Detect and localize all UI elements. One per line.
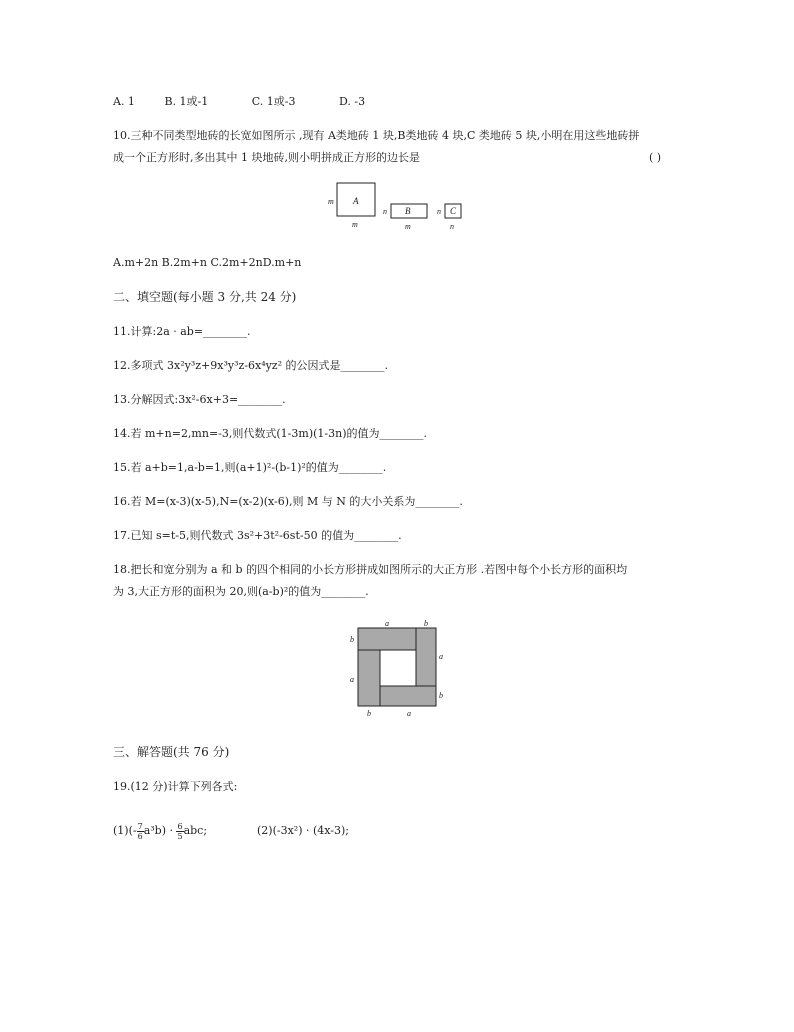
q9-option-c: C. 1或-3: [251, 95, 296, 108]
label-right-b: b: [439, 691, 443, 700]
frac2-den: 5: [177, 831, 183, 841]
q10-line2: 成一个正方形时,多出其中 1 块地砖,则小明拼成正方形的边长是: [113, 151, 420, 164]
fraction-6-5: [176, 822, 183, 841]
inner-hole: [380, 650, 416, 686]
square-figure: [345, 618, 450, 718]
rect-left: [358, 650, 380, 706]
q10-options: A.m+2n B.2m+n C.2m+2nD.m+n: [113, 256, 302, 269]
q17: 17.已知 s=t-5,则代数式 3s²+3t²-6st-50 的值为________.: [113, 529, 402, 542]
tile-c-bottom: n: [450, 222, 454, 231]
tile-a-bottom: m: [352, 220, 358, 229]
q19-title: 19.(12 分)计算下列各式:: [113, 780, 238, 793]
q9-option-d: D. -3: [338, 95, 366, 108]
q14: 14.若 m+n=2,mn=-3,则代数式(1-3m)(1-3n)的值为________.: [113, 427, 427, 440]
tile-b-side: n: [383, 207, 387, 216]
label-bottom-b: b: [367, 709, 371, 718]
tile-b-label: B: [405, 206, 411, 216]
rect-right: [416, 628, 436, 686]
tile-a-label: A: [353, 196, 359, 206]
q9-option-a: A. 1: [113, 95, 135, 108]
q19-part1: [113, 820, 207, 842]
label-top-b: b: [424, 619, 428, 628]
frac2-num: 6: [177, 821, 183, 831]
rect-bottom: [380, 686, 436, 706]
label-right-a: a: [439, 652, 443, 661]
q16: 16.若 M=(x-3)(x-5),N=(x-2)(x-6),则 M 与 N 的大小关系为________.: [113, 495, 463, 508]
q18-line2: 为 3,大正方形的面积为 20,则(a-b)²的值为________.: [113, 585, 369, 598]
tile-c-label: C: [450, 206, 457, 216]
q19-p1-suffix: abc;: [183, 824, 208, 837]
q19-p1-prefix: (1)(-: [113, 824, 137, 837]
q19-part2: (2)(-3x²) · (4x-3);: [257, 824, 349, 837]
q11: 11.计算:2a · ab=________.: [113, 325, 251, 338]
frac1-num: 7: [137, 821, 143, 831]
rect-top: [358, 628, 416, 650]
q9-option-b: B. 1或-1: [164, 95, 209, 108]
q9-options: [113, 95, 365, 109]
tile-c-side: n: [437, 207, 441, 216]
label-top-a: a: [385, 619, 389, 628]
q10-line1: 10.三种不同类型地砖的长宽如图所示 ,现有 A类地砖 1 块,B类地砖 4 块,C 类地砖 5 块,小明在用这些地砖拼: [113, 129, 640, 142]
frac1-den: 6: [137, 831, 143, 841]
q13: 13.分解因式:3x²-6x+3=________.: [113, 393, 286, 406]
label-left-a: a: [350, 675, 354, 684]
section2-title: 二、填空题(每小题 3 分,共 24 分): [113, 290, 297, 304]
q15: 15.若 a+b=1,a-b=1,则(a+1)²-(b-1)²的值为________.: [113, 461, 387, 474]
tile-figure: [325, 178, 475, 234]
fraction-7-6: [137, 822, 144, 841]
tile-a-side: m: [328, 197, 334, 206]
label-left-b: b: [350, 635, 354, 644]
q18-line1: 18.把长和宽分别为 a 和 b 的四个相同的小长方形拼成如图所示的大正方形 .若图中每个小长方形的面积均: [113, 563, 628, 576]
q12: 12.多项式 3x²y³z+9x³y³z-6x⁴yz² 的公因式是________.: [113, 359, 389, 372]
label-bottom-a: a: [407, 709, 411, 718]
q19-p1-mid: a³b) ·: [143, 824, 177, 837]
tile-b-bottom: m: [405, 222, 411, 231]
section3-title: 三、解答题(共 76 分): [113, 745, 230, 759]
answer-paren: ( ): [649, 151, 662, 164]
